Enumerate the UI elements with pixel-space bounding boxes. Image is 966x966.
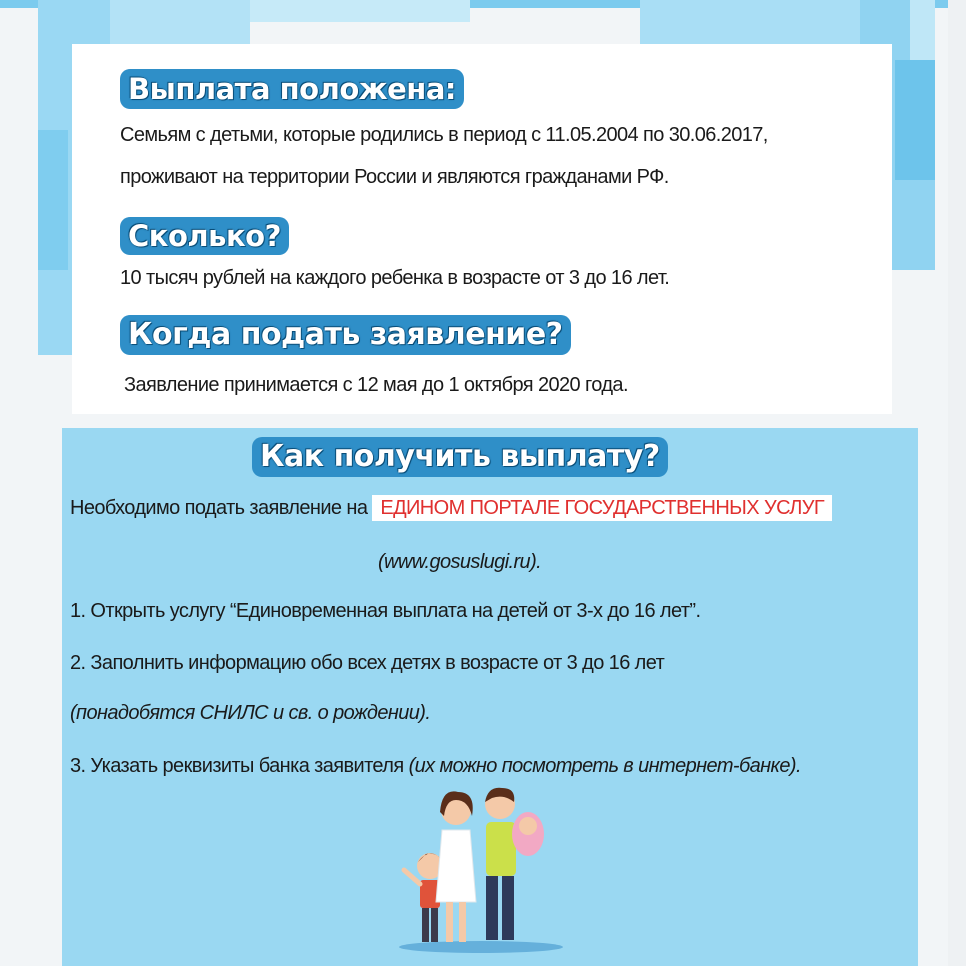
howto-intro: [70, 497, 832, 520]
amount-heading: Сколько?: [120, 217, 289, 255]
eligibility-line-2: проживают на территории России и являются гражданами РФ.: [120, 166, 669, 188]
step-2: 2. Заполнить информацию обо всех детях в возрасте от 3 до 16 лет: [70, 652, 665, 674]
howto-intro-text: Необходимо подать заявление на: [70, 497, 368, 519]
mosaic-block: [910, 0, 935, 60]
mosaic-block: [640, 0, 880, 44]
mosaic-block: [895, 60, 935, 180]
portal-name: ЕДИНОМ ПОРТАЛЕ ГОСУДАРСТВЕННЫХ УСЛУГ: [372, 495, 832, 521]
deadline-heading: Когда подать заявление?: [120, 315, 571, 355]
child-leg: [422, 908, 429, 942]
portal-url: (www.gosuslugi.ru).: [378, 551, 542, 573]
amount-text: 10 тысяч рублей на каждого ребенка в возрасте от 3 до 16 лет.: [120, 267, 670, 289]
deadline-text: Заявление принимается с 12 мая до 1 октября 2020 года.: [124, 374, 628, 396]
family-illustration-icon: [396, 782, 566, 954]
step-3: [70, 755, 801, 778]
child-leg: [431, 908, 438, 942]
baby-head: [519, 817, 537, 835]
mother-leg: [459, 902, 466, 942]
step-2-note: (понадобятся СНИЛС и св. о рождении).: [70, 702, 431, 724]
child-arm: [404, 870, 420, 884]
eligibility-heading: Выплата положена:: [120, 69, 464, 109]
father-shirt: [486, 822, 516, 876]
howto-heading: Как получить выплату?: [252, 437, 668, 477]
page-edge: [948, 0, 966, 966]
father-leg: [502, 876, 514, 940]
father-leg: [486, 876, 498, 940]
shadow-shape: [399, 941, 563, 953]
mosaic-block: [110, 0, 250, 45]
mother-leg: [446, 902, 453, 942]
eligibility-line-1: Семьям с детьми, которые родились в период с 11.05.2004 по 30.06.2017,: [120, 124, 768, 146]
mosaic-block: [38, 130, 68, 270]
step-3-text: 3. Указать реквизиты банка заявителя: [70, 755, 404, 777]
mother-dress: [436, 830, 476, 902]
mosaic-block: [250, 0, 470, 22]
step-1: 1. Открыть услугу “Единовременная выплата на детей от 3-х до 16 лет”.: [70, 600, 701, 622]
step-3-note: (их можно посмотреть в интернет-банке).: [408, 755, 801, 777]
